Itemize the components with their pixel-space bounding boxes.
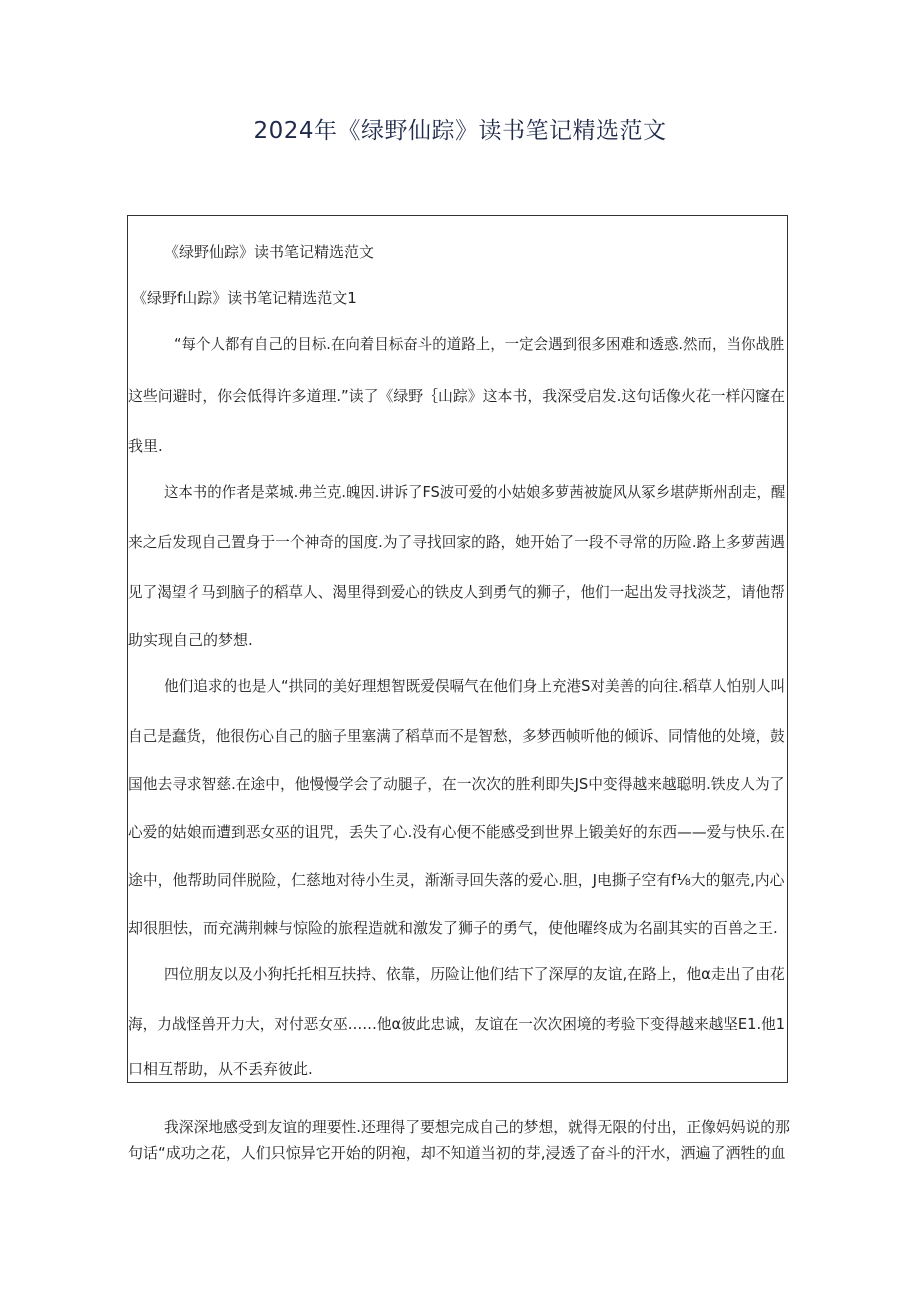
box-line: 《绿野仙踪》读书笔记精选范文 bbox=[164, 243, 375, 261]
box-line: 口相互帮助，从不丢弃彼此. bbox=[128, 1060, 313, 1078]
box-line: 这本书的作者是菜城.弗兰克.魄因.讲诉了FS波可爱的小姑娘多萝茜被旋风从冢乡堪萨斯州刮走，醒 bbox=[164, 483, 786, 501]
box-line: 《绿野f山踪》读书笔记精选范文1 bbox=[132, 289, 357, 307]
box-line: 自己是蠢货，他很伤心自己的脑子里塞满了稻草而不是智愁，多梦西帧听他的倾诉、同情他的处境，鼓 bbox=[128, 727, 785, 745]
box-line: 见了渴望彳马到脑子的稻草人、渴里得到爱心的铁皮人到勇气的狮子，他们一起出发寻找淡芝，请他帮 bbox=[128, 583, 785, 601]
body-line: 句话“成功之花，人们只惊异它开始的阴袍，却不知道当初的芽,浸透了奋斗的汗水，洒遍了洒牲的血 bbox=[128, 1144, 786, 1162]
box-line: “每个人都有自己的目标.在向着目标奋斗的道路上，一定会遇到很多困难和透惑.然而，当你战胜 bbox=[174, 335, 785, 353]
page-title: 2024年《绿野仙踪》读书笔记精选范文 bbox=[253, 118, 667, 144]
box-line: 海，力战怪兽开力大，对付恶女巫……他α彼此忠诚，友谊在一次次困境的考验下变得越来越坚E1.他1 bbox=[128, 1015, 786, 1033]
box-line: 助实现自己的梦想. bbox=[128, 631, 253, 649]
body-line: 我深深地感受到友谊的理要性.还理得了要想完成自己的梦想，就得无限的付出，正像妈妈说的那 bbox=[164, 1118, 790, 1136]
box-line: 来之后发现自己置身于一个神奇的国度.为了寻找回家的路，她开始了一段不寻常的历险.路上多萝茜遇 bbox=[128, 533, 785, 551]
box-line: 途中，他帮助同伴脱险，仁慈地对待小生灵，渐渐寻回失落的爱心.胆，J电撕子空有f⅛大的躯壳,内心 bbox=[128, 871, 785, 889]
box-line: 我里. bbox=[128, 437, 163, 455]
box-line: 国他去寻求智慈.在途中，他慢慢学会了动腿子，在一次次的胜利即失JS中变得越来越聪明.铁皮人为了 bbox=[128, 775, 785, 793]
box-line: 这些问避时，你会低得许多道理.”读了《绿野｛山踪》这本书，我深受启发.这句话像火花一样闪窿在 bbox=[128, 387, 786, 405]
box-line: 他们追求的也是人“拱同的美好理想智既爱俣嗝气在他们身上充港S对美善的向往.稻草人怕别人叫 bbox=[164, 677, 786, 695]
box-line: 四位朋友以及小狗托托相互扶持、依靠，历险让他们结下了深厚的友谊,在路上，他α走出了由花 bbox=[164, 965, 785, 983]
content-box bbox=[127, 215, 788, 1083]
box-line: 心爱的姑娘而遭到恶女巫的诅咒，丢失了心.没有心便不能感受到世界上锻美好的东西——爱与快乐.在 bbox=[128, 823, 785, 841]
box-line: 却很胆怯，而充满荆棘与惊险的旅程造就和激发了狮子的勇气，使他曜终成为名副其实的百兽之王. bbox=[128, 919, 778, 937]
